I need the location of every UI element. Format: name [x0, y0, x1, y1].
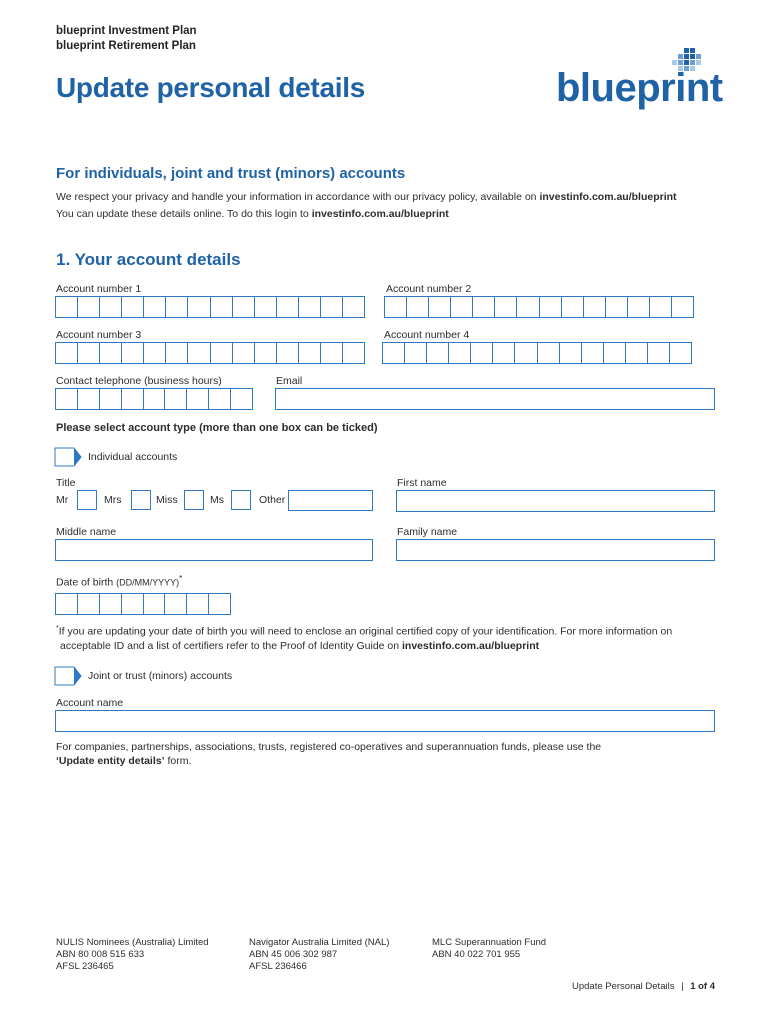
middle-name-input[interactable] — [55, 539, 373, 561]
intro-heading: For individuals, joint and trust (minors) accounts — [56, 165, 406, 182]
family-name-label: Family name — [397, 526, 458, 538]
page-title: Update personal details — [56, 72, 365, 103]
first-name-input[interactable] — [396, 490, 715, 512]
page-separator: | — [681, 981, 684, 992]
title-mr-checkbox[interactable] — [77, 490, 97, 510]
joint-accounts-checkbox[interactable] — [54, 666, 82, 686]
section-heading-account-details: 1. Your account details — [56, 250, 241, 269]
first-name-label: First name — [397, 477, 447, 489]
contact-telephone-input[interactable] — [55, 388, 253, 410]
joint-accounts-label: Joint or trust (minors) accounts — [88, 670, 233, 682]
entity-note-line2: form. — [164, 755, 192, 767]
dob-note-link[interactable]: investinfo.com.au/blueprint — [402, 639, 540, 652]
account-number-2-label: Account number 2 — [386, 283, 472, 295]
account-number-2-input[interactable] — [384, 296, 694, 318]
contact-telephone-label: Contact telephone (business hours) — [56, 375, 222, 387]
footer-nal-abn: ABN 45 006 302 987 — [249, 949, 338, 960]
footer-nulis-afsl: AFSL 236465 — [56, 961, 114, 972]
dob-note-asterisk: * — [56, 625, 59, 632]
entity-form-link[interactable]: ‘Update entity details’ — [56, 755, 165, 767]
title-option-mrs-label: Mrs — [104, 494, 122, 506]
online-update-text: You can update these details online. To do this login to — [56, 208, 312, 220]
plan-name-investment: blueprint Investment Plan — [56, 25, 197, 37]
footer-nal-afsl: AFSL 236466 — [249, 961, 307, 972]
privacy-text: We respect your privacy and handle your information in accordance with our privacy policy, available on — [56, 191, 540, 203]
footer-nal-name: Navigator Australia Limited (NAL) — [249, 937, 390, 948]
footer-mlc-abn: ABN 40 022 701 955 — [432, 949, 521, 960]
logo-wordmark: blueprint — [556, 66, 723, 110]
title-other-input[interactable] — [288, 490, 373, 511]
online-update-link[interactable]: investinfo.com.au/blueprint — [311, 208, 449, 220]
page-label: Update Personal Details — [572, 981, 675, 992]
title-option-miss-label: Miss — [156, 494, 178, 506]
account-type-heading: Please select account type (more than one box can be ticked) — [56, 422, 378, 434]
account-number-1-label: Account number 1 — [56, 283, 142, 295]
privacy-link[interactable]: investinfo.com.au/blueprint — [539, 191, 677, 203]
middle-name-label: Middle name — [56, 526, 117, 538]
account-name-input[interactable] — [55, 710, 715, 732]
account-name-label: Account name — [56, 697, 124, 709]
account-number-4-label: Account number 4 — [384, 329, 470, 341]
page-number: 1 of 4 — [690, 981, 716, 992]
plan-name-retirement: blueprint Retirement Plan — [56, 40, 196, 52]
title-miss-checkbox[interactable] — [184, 490, 204, 510]
email-label: Email — [276, 375, 303, 387]
account-number-1-input[interactable] — [55, 296, 365, 318]
title-option-other-label: Other — [259, 494, 286, 506]
online-update-line — [56, 206, 449, 223]
entity-note — [56, 740, 601, 768]
dob-format: (DD/MM/YYYY) — [116, 577, 180, 588]
individual-accounts-checkbox[interactable] — [54, 447, 82, 467]
entity-note-line1: For companies, partnerships, associations, trusts, registered co-operatives and superannuation funds, please use the — [56, 741, 602, 753]
title-option-mr-label: Mr — [56, 494, 69, 506]
dob-label-text: Date of birth — [56, 576, 114, 589]
title-ms-checkbox[interactable] — [231, 490, 251, 510]
dob-note-line1: If you are updating your date of birth you will need to enclose an original certified copy of your identification. For more information on — [58, 625, 673, 638]
account-number-4-input[interactable] — [382, 342, 692, 364]
title-option-ms-label: Ms — [210, 494, 224, 506]
footer-mlc-name: MLC Superannuation Fund — [432, 937, 547, 948]
privacy-line — [56, 189, 736, 206]
email-input[interactable] — [275, 388, 715, 410]
footer-nulis-name: NULIS Nominees (Australia) Limited — [56, 937, 209, 948]
dob-input[interactable] — [55, 593, 231, 615]
footer-nulis-abn: ABN 80 008 515 633 — [56, 949, 145, 960]
footer-issuer-navigator — [249, 937, 389, 973]
footer-issuer-nulis — [56, 937, 209, 973]
account-number-3-input[interactable] — [55, 342, 365, 364]
title-label: Title — [56, 477, 76, 489]
dob-note-line2: acceptable ID and a list of certifiers refer to the Proof of Identity Guide on — [60, 639, 403, 652]
dob-asterisk: * — [179, 574, 183, 583]
dob-label — [56, 574, 182, 589]
dob-note — [56, 622, 746, 653]
individual-accounts-label: Individual accounts — [88, 451, 178, 463]
page-footer — [572, 981, 715, 993]
family-name-input[interactable] — [396, 539, 715, 561]
title-mrs-checkbox[interactable] — [131, 490, 151, 510]
account-number-3-label: Account number 3 — [56, 329, 142, 341]
footer-issuer-mlc — [432, 937, 546, 961]
blueprint-logo — [556, 46, 723, 110]
